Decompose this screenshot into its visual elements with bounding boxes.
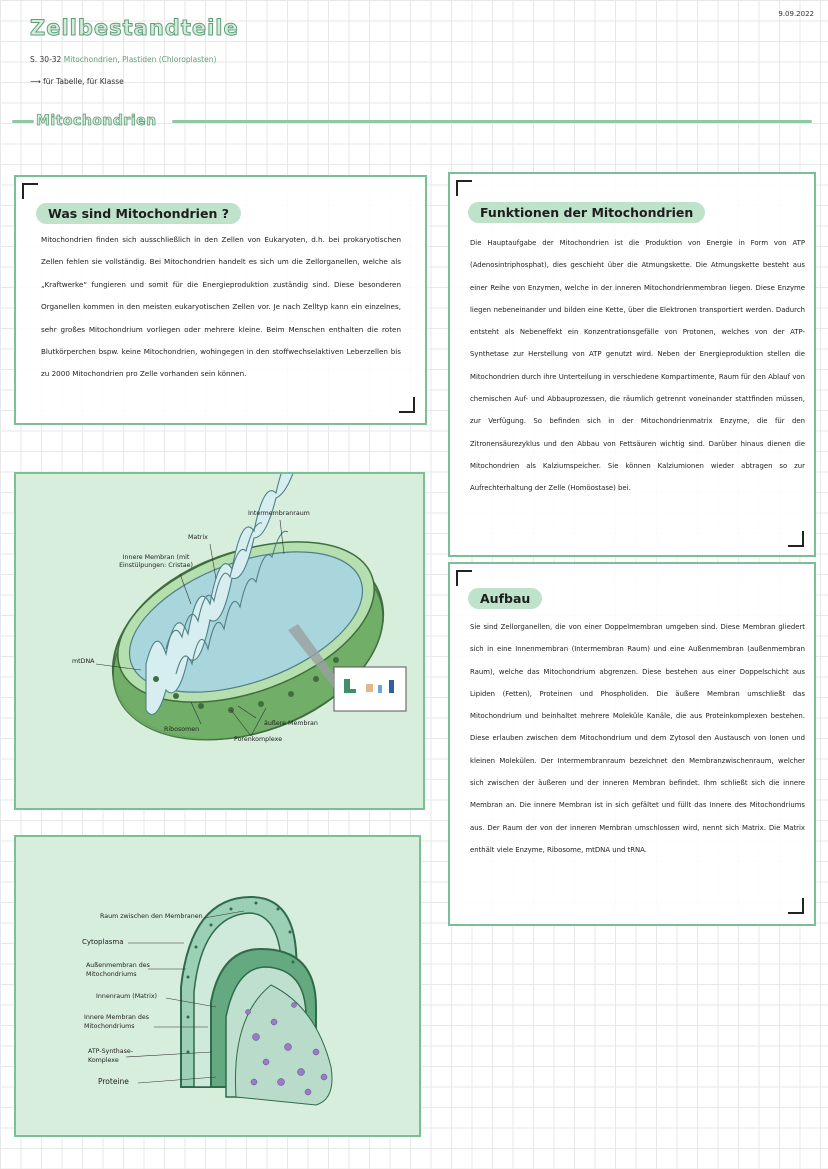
label-inner-membrane: Innere Membran (mit Einstülpungen: Cristae) <box>119 554 193 569</box>
corner-bottom-right <box>788 898 804 914</box>
box-structure-title: Aufbau <box>468 588 542 609</box>
label-outer-membrane: äußere Membran <box>264 720 318 727</box>
box-functions <box>448 172 816 557</box>
section-heading: Mitochondrien <box>36 113 157 129</box>
figure-membrane-detail <box>14 835 421 1137</box>
label-ribosomes: Ribosomen <box>164 726 200 733</box>
box-what-text: Mitochondrien finden sich ausschließlich in den Zellen von Eukaryoten, d.h. bei prokaryotischen Zellen fehlen sie vollständig. Bei Mitochondrien handelt es sich um die Zellorganellen, welche als „Kraftwerke“ fungieren und somit für die Energieproduktion zuständig sind. Diese besonderen Organellen kommen in den meisten eukaryotischen Zellen vor. Je nach Zelltyp kann ein einzelnes, sehr großes Mitochondrium vorliegen oder mehrere kleine. Beim Menschen enthalten die roten Blutkörperchen bspw. keine Mitochondrien, wohingegen in den stoffwechselaktiven Leberzellen bis zu 2000 Mitochondrien pro Zelle vorhanden sein können. <box>41 235 401 379</box>
label-matrix-space: Innenraum (Matrix) <box>96 993 158 1000</box>
arrow-icon: ⟶ <box>30 77 41 86</box>
heading-rule-left <box>12 120 34 123</box>
label-pore-complexes: Porenkomplexe <box>234 736 283 743</box>
box-functions-title: Funktionen der Mitochondrien <box>468 202 705 223</box>
corner-bottom-right <box>399 397 415 413</box>
box-what-title: Was sind Mitochondrien ? <box>36 203 241 224</box>
box-what-are-mitochondria <box>14 175 427 425</box>
label-inner-membrane: Innere Membran des Mitochondriums <box>84 1014 150 1030</box>
label-cytoplasm: Cytoplasma <box>82 938 124 946</box>
figure-mitochondrion <box>14 472 425 810</box>
label-matrix: Matrix <box>188 534 208 541</box>
reference-line <box>30 55 216 64</box>
mitochondrion-illustration <box>16 474 423 808</box>
page-title: Zellbestandteile <box>30 16 239 40</box>
ref-pages: S. 30-32 <box>30 55 62 64</box>
box-structure-text: Sie sind Zellorganellen, die von einer Doppelmembran umgeben sind. Diese Membran gliedert sich in eine Innenmembran (Intermembran Raum) und eine Außenmembran (außenmembran Raum), welche das Mitochondrium abgrenzen. Diese bestehen aus einer Doppelschicht aus Lipiden (Fetten), Proteinen und Phospholiden. Die äußere Membran umschließt das Mitochondrium und beinhaltet mehrere Moleküle Kanäle, die aus Proteinkomplexen bestehen. Diese erlauben zwischen dem Mitochondrium und dem Zytosol den Austausch von Ionen und kleinen Molekülen. Der Intermembranraum bezeichnet den Membranzwischenraum, welcher sich zwischen der äußeren und der inneren Membran befindet. Ihm schließt sich die innere Membran an. Die innere Membran ist in sich gefältet und füllt das Innere des Mitochondriums aus. Der Raum der von der inneren Membran umschlossen wird, nennt sich Matrix. Die Matrix enthält viele Enzyme, Ribosome, mtDNA und tRNA. <box>470 623 805 854</box>
label-intermembrane: Intermembranraum <box>248 510 310 517</box>
label-intermembrane-space: Raum zwischen den Membranen <box>100 913 203 920</box>
box-functions-text: Die Hauptaufgabe der Mitochondrien ist die Produktion von Energie in Form von ATP (Adenosintriphosphat), dies geschieht über die Atmungskette. Die Atmungskette besteht aus einer Reihe von Enzymen, welche in der inneren Mitochondrienmembran liegen. Diese Enzyme liegen nebeneinander und bilden eine Kette, über die Elektronen transportiert werden. Dadurch entsteht als Nebeneffekt ein Konzentrationsgefälle von Protonen, welches von der ATP-Synthetase zur Herstellung von ATP genutzt wird. Neben der Energieproduktion stellen die Mitochondrien durch ihre Unterteilung in verschiedene Kompartimente, Raum für den Ablauf von chemischen Auf- und Abbauprozessen, die räumlich getrennt voneinander stattfinden müssen, zur Verfügung. So befinden sich in der Mitochondrienmatrix Enzyme, die für den Zitronensäurezyklus und den Abbau von Fettsäuren wichtig sind. Darüber hinaus dienen die Mitochondrien als Kalziumspeicher. Sie können Kalziumionen wieder abtragen so zur Aufrechterhaltung der Zelle (Homöostase) bei. <box>470 239 805 493</box>
corner-top-left <box>456 180 472 196</box>
box-structure <box>448 562 816 926</box>
label-atp-synthase: ATP-Synthase-Komplexe <box>88 1048 134 1064</box>
date: 9.09.2022 <box>778 10 814 18</box>
ref-topics: Mitochondrien, Plastiden (Chloroplasten) <box>63 55 217 64</box>
heading-rule-right <box>172 120 812 123</box>
arrow-note <box>30 77 124 86</box>
corner-top-left <box>22 183 38 199</box>
corner-top-left <box>456 570 472 586</box>
membrane-illustration <box>16 837 419 1135</box>
label-outer-membrane: Außenmembran des Mitochondriums <box>86 962 150 978</box>
label-mtdna: mtDNA <box>72 658 95 665</box>
arrow-note-text: für Tabelle, für Klasse <box>43 77 124 86</box>
label-proteins: Proteine <box>98 1077 129 1086</box>
corner-bottom-right <box>788 531 804 547</box>
